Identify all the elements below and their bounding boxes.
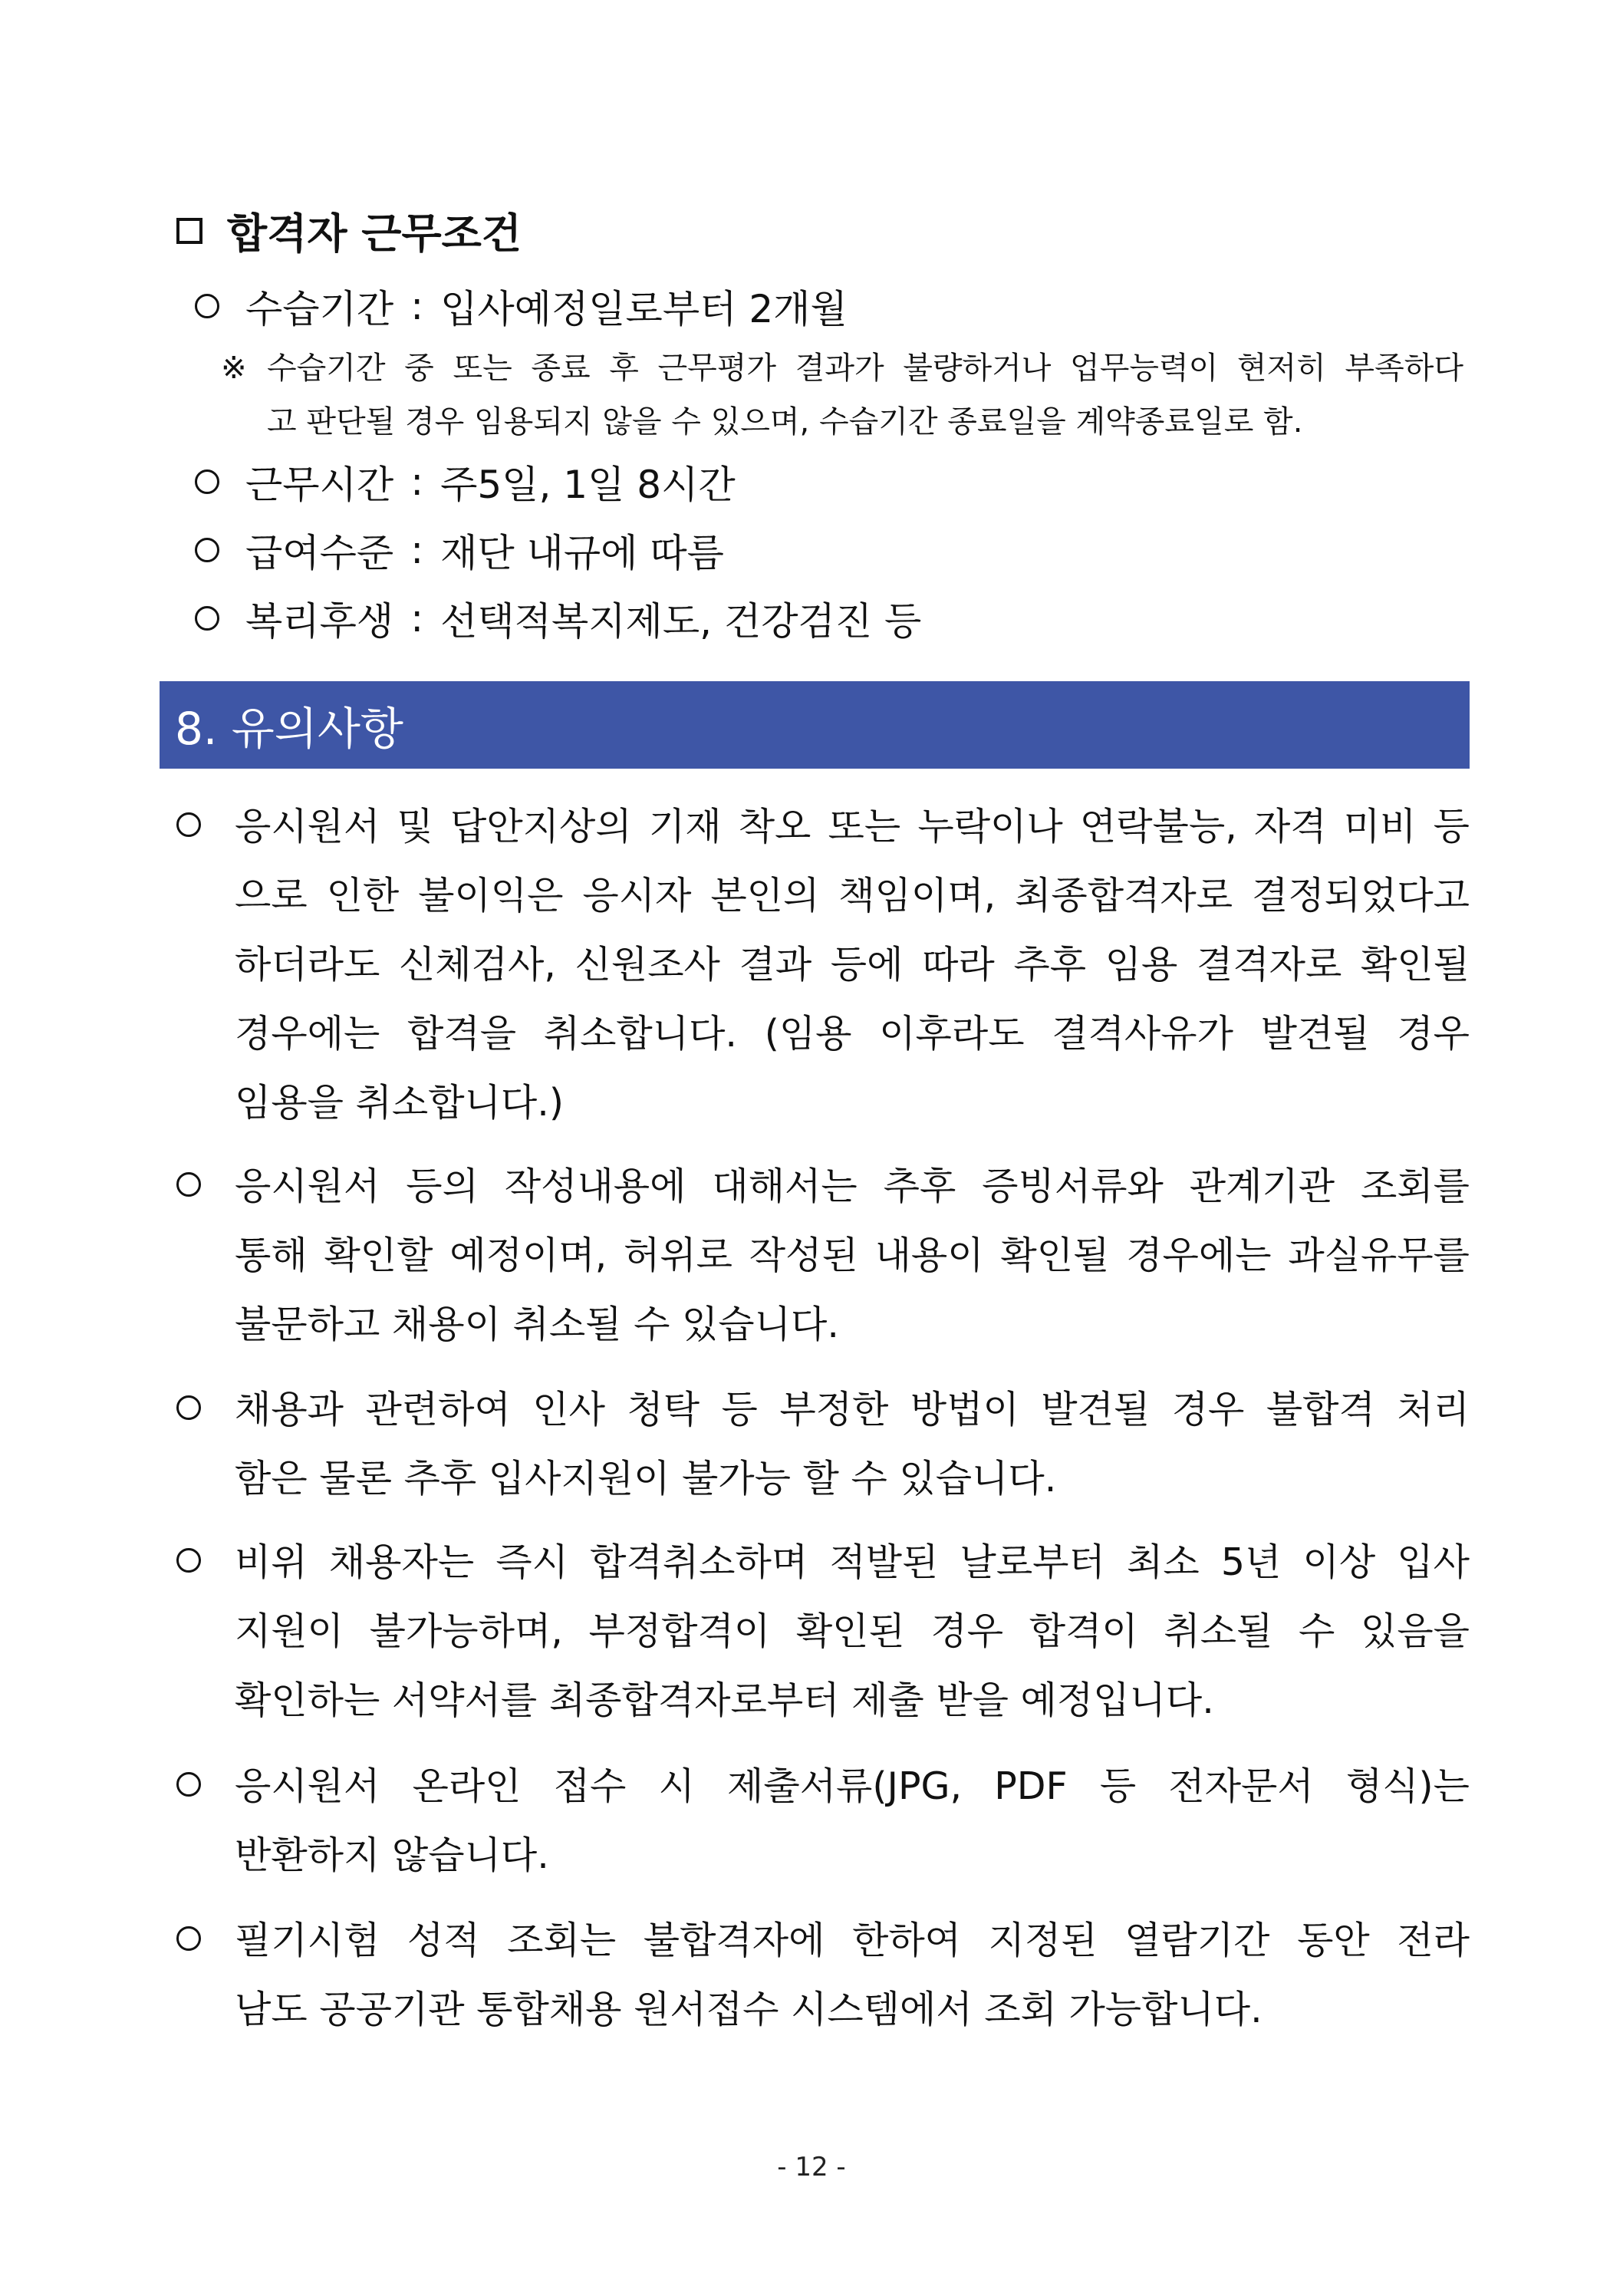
notice-line: 남도 공공기관 통합채용 원서접수 시스템에서 조회 가능합니다. <box>235 1988 1263 2031</box>
note-line: 고 판단될 경우 임용되지 않을 수 있으며, 수습기간 종료일을 계약종료일로 함. <box>267 404 1303 440</box>
section-heading <box>176 201 522 260</box>
condition-label: 수습기간 <box>245 287 394 331</box>
notice-line: 확인하는 서약서를 최종합격자로부터 제출 받을 예정입니다. <box>235 1678 1214 1722</box>
condition-colon: : <box>410 596 424 641</box>
condition-value: 재단 내규에 따름 <box>440 531 724 575</box>
notice-line: 응시원서 온라인 접수 시 제출서류(JPG, PDF 등 전자문서 형식)는 <box>235 1764 1470 1808</box>
condition-item <box>195 522 724 578</box>
notice-line: 채용과 관련하여 인사 청탁 등 부정한 방법이 발견될 경우 불합격 처리 <box>235 1388 1470 1431</box>
notice-line: 비위 채용자는 즉시 합격취소하며 적발된 날로부터 최소 5년 이상 입사 <box>235 1540 1470 1584</box>
circle-bullet-icon <box>176 812 201 837</box>
circle-bullet-icon <box>176 1395 201 1420</box>
notice-line: 필기시험 성적 조회는 불합격자에 한하여 지정된 열람기간 동안 전라 <box>235 1919 1470 1962</box>
condition-item <box>195 591 921 646</box>
note-line: 수습기간 중 또는 종료 후 근무평가 결과가 불량하거나 업무능력이 현저히 부족하다 <box>267 351 1463 386</box>
section-heading-text: 합격자 근무조건 <box>227 209 522 258</box>
section8-title: 8. 유의사항 <box>175 703 403 755</box>
notice-line: 임용을 취소합니다.) <box>235 1081 564 1125</box>
circle-bullet-icon <box>195 538 219 562</box>
notice-line: 지원이 불가능하며, 부정합격이 확인된 경우 합격이 취소될 수 있음을 <box>235 1609 1470 1653</box>
notice-line: 응시원서 등의 작성내용에 대해서는 추후 증빙서류와 관계기관 조회를 <box>235 1164 1470 1208</box>
condition-colon: : <box>410 284 424 328</box>
condition-item <box>195 454 736 509</box>
notice-line: 통해 확인할 예정이며, 허위로 작성된 내용이 확인될 경우에는 과실유무를 <box>235 1234 1470 1277</box>
condition-label: 급여수준 <box>245 531 394 575</box>
condition-label: 근무시간 <box>245 463 394 507</box>
condition-item <box>195 278 848 334</box>
notice-line: 경우에는 합격을 취소합니다. (임용 이후라도 결격사유가 발견될 경우 <box>235 1012 1470 1056</box>
notice-line: 하더라도 신체검사, 신원조사 결과 등에 따라 추후 임용 결격자로 확인될 <box>235 943 1470 987</box>
condition-colon: : <box>410 528 424 572</box>
notice-line: 불문하고 채용이 취소될 수 있습니다. <box>235 1303 839 1346</box>
condition-label: 복리후생 <box>245 599 394 644</box>
condition-value: 주5일, 1일 8시간 <box>440 463 736 507</box>
page-number: - 12 - <box>777 2152 846 2182</box>
condition-value: 선택적복지제도, 건강검진 등 <box>440 599 922 644</box>
notice-line: 응시원서 및 답안지상의 기재 착오 또는 누락이나 연락불능, 자격 미비 등 <box>235 805 1470 848</box>
circle-bullet-icon <box>195 606 219 631</box>
circle-bullet-icon <box>195 469 219 494</box>
notice-line: 으로 인한 불이익은 응시자 본인의 책임이며, 최종합격자로 결정되었다고 <box>235 874 1470 917</box>
circle-bullet-icon <box>176 1772 201 1797</box>
notice-line: 반환하지 않습니다. <box>235 1833 549 1877</box>
condition-colon: : <box>410 460 424 504</box>
notice-line: 함은 물론 추후 입사지원이 불가능 할 수 있습니다. <box>235 1457 1057 1500</box>
square-bullet-icon <box>176 218 202 244</box>
circle-bullet-icon <box>176 1926 201 1951</box>
circle-bullet-icon <box>195 294 219 318</box>
section8-title-bar <box>160 681 1470 769</box>
reference-mark: ※ <box>221 351 247 386</box>
circle-bullet-icon <box>176 1172 201 1197</box>
circle-bullet-icon <box>176 1548 201 1573</box>
condition-value: 입사예정일로부터 2개월 <box>440 287 848 331</box>
